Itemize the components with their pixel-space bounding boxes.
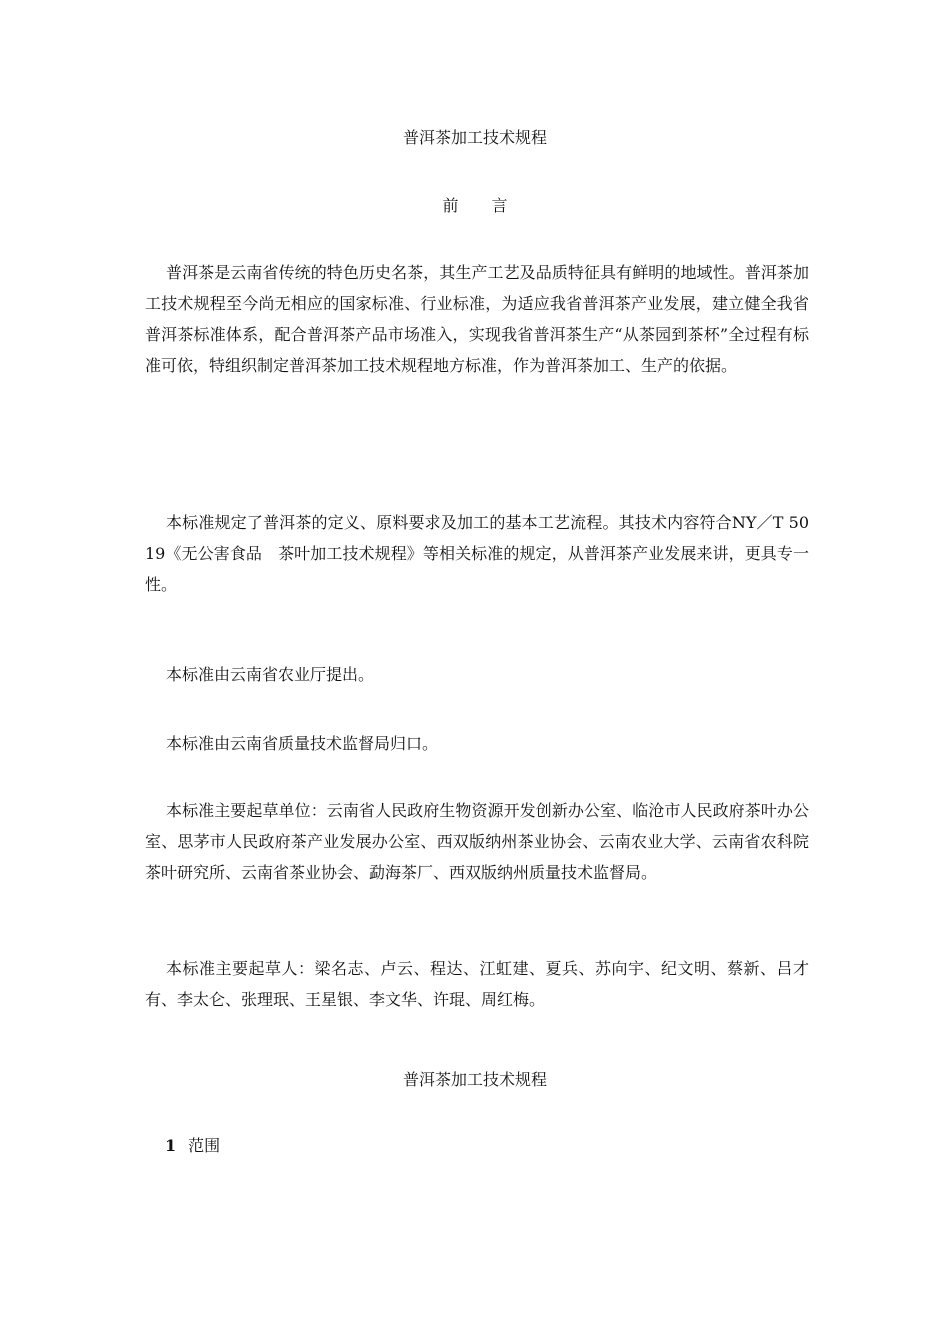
paragraph-intro: 普洱茶是云南省传统的特色历史名茶，其生产工艺及品质特征具有鲜明的地域性。普洱茶加工技术规程至今尚无相应的国家标准、行业标准，为适应我省普洱茶产业发展，建立健全我省普洱茶标准体系，配合普洱茶产品市场准入，实现我省普洱茶生产“从茶园到茶杯”全过程有标准可依，特组织制定普洱茶加工技术规程地方标准，作为普洱茶加工、生产的依据。: [145, 263, 809, 375]
preface-heading: 前 言: [442, 196, 522, 215]
paragraph-drafters: 本标准主要起草人：梁名志、卢云、程达、江虹建、夏兵、苏向宇、纪文明、蔡新、吕才有、李太仑、张理珉、王星银、李文华、许琨、周红梅。: [145, 959, 809, 1009]
section-number: 1: [165, 1136, 177, 1155]
paragraph-administrator: 本标准由云南省质量技术监督局归口。: [166, 734, 439, 753]
section-title: 范围: [188, 1136, 221, 1155]
section-heading: [165, 1136, 220, 1156]
paragraph-proposer: 本标准由云南省农业厅提出。: [166, 665, 375, 684]
paragraph-drafting-units: 本标准主要起草单位：云南省人民政府生物资源开发创新办公室、临沧市人民政府茶叶办公室、思茅市人民政府茶产业发展办公室、西双版纳州茶业协会、云南农业大学、云南省农科院茶叶研究所、云南省茶业协会、勐海茶厂、西双版纳州质量技术监督局。: [145, 801, 809, 882]
body-title: 普洱茶加工技术规程: [402, 1070, 547, 1089]
paragraph-scope-summary: 本标准规定了普洱茶的定义、原料要求及加工的基本工艺流程。其技术内容符合NY／T 5019《无公害食品 茶叶加工技术规程》等相关标准的规定，从普洱茶产业发展来讲，更具专一性。: [145, 513, 809, 594]
document-title: 普洱茶加工技术规程: [402, 128, 547, 147]
